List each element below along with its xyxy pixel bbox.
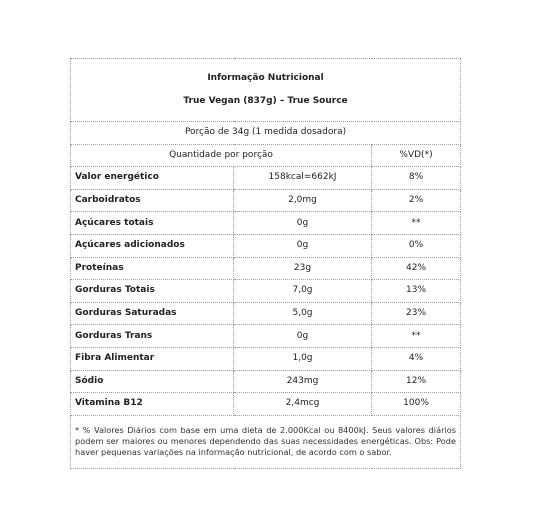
nutrient-name: Gorduras Totais <box>71 280 234 303</box>
table-row <box>71 370 461 393</box>
table-row <box>71 393 461 416</box>
nutrient-vd: 13% <box>372 280 461 303</box>
nutrient-amount: 0g <box>234 212 372 235</box>
nutrient-amount: 2,4mcg <box>234 393 372 416</box>
nutrient-amount: 1,0g <box>234 347 372 370</box>
nutrient-amount: 158kcal=662kJ <box>234 167 372 190</box>
table-row <box>71 167 461 190</box>
nutrient-name: Proteínas <box>71 257 234 280</box>
nutrient-name: Gorduras Saturadas <box>71 302 234 325</box>
nutrient-name: Açúcares totais <box>71 212 234 235</box>
nutrient-amount: 0g <box>234 234 372 257</box>
table-row <box>71 302 461 325</box>
nutrient-vd: 100% <box>372 393 461 416</box>
column-header-row <box>71 144 461 167</box>
nutrient-name: Fibra Alimentar <box>71 347 234 370</box>
nutrient-vd: ** <box>372 212 461 235</box>
nutrient-amount: 0g <box>234 325 372 348</box>
nutrient-vd: ** <box>372 325 461 348</box>
nutrient-amount: 2,0mg <box>234 189 372 212</box>
nutrient-name: Açúcares adicionados <box>71 234 234 257</box>
table-row <box>71 257 461 280</box>
nutrient-vd: 8% <box>372 167 461 190</box>
table-row <box>71 347 461 370</box>
nutrient-amount: 23g <box>234 257 372 280</box>
column-header-quantity: Quantidade por porção <box>71 144 372 167</box>
table-row <box>71 234 461 257</box>
table-title: Informação Nutricional <box>207 73 324 83</box>
table-row <box>71 325 461 348</box>
product-name: True Vegan (837g) – True Source <box>183 96 348 106</box>
header-row <box>71 59 461 122</box>
nutrition-facts-table <box>70 58 461 469</box>
nutrient-name: Sódio <box>71 370 234 393</box>
nutrient-amount: 5,0g <box>234 302 372 325</box>
footnote: * % Valores Diários com base em uma dieta de 2.000Kcal ou 8400kJ. Seus valores diários podem ser maiores ou menores dependendo das suas necessidades energéticas. Obs: Pode haver pequenas variações na informação nutricional, de acordo com o sabor. <box>71 415 461 468</box>
table-row <box>71 280 461 303</box>
portion-row <box>71 122 461 145</box>
column-header-vd: %VD(*) <box>372 144 461 167</box>
nutrient-vd: 4% <box>372 347 461 370</box>
table-row <box>71 189 461 212</box>
nutrient-name: Vitamina B12 <box>71 393 234 416</box>
nutrient-name: Valor energético <box>71 167 234 190</box>
nutrient-amount: 243mg <box>234 370 372 393</box>
header-cell <box>71 59 461 122</box>
table-row <box>71 212 461 235</box>
nutrient-vd: 12% <box>372 370 461 393</box>
portion-size: Porção de 34g (1 medida dosadora) <box>71 122 461 145</box>
nutrient-vd: 42% <box>372 257 461 280</box>
nutrient-name: Carboidratos <box>71 189 234 212</box>
nutrient-vd: 2% <box>372 189 461 212</box>
nutrient-amount: 7,0g <box>234 280 372 303</box>
nutrient-vd: 23% <box>372 302 461 325</box>
footnote-row <box>71 415 461 468</box>
nutrient-vd: 0% <box>372 234 461 257</box>
nutrient-name: Gorduras Trans <box>71 325 234 348</box>
